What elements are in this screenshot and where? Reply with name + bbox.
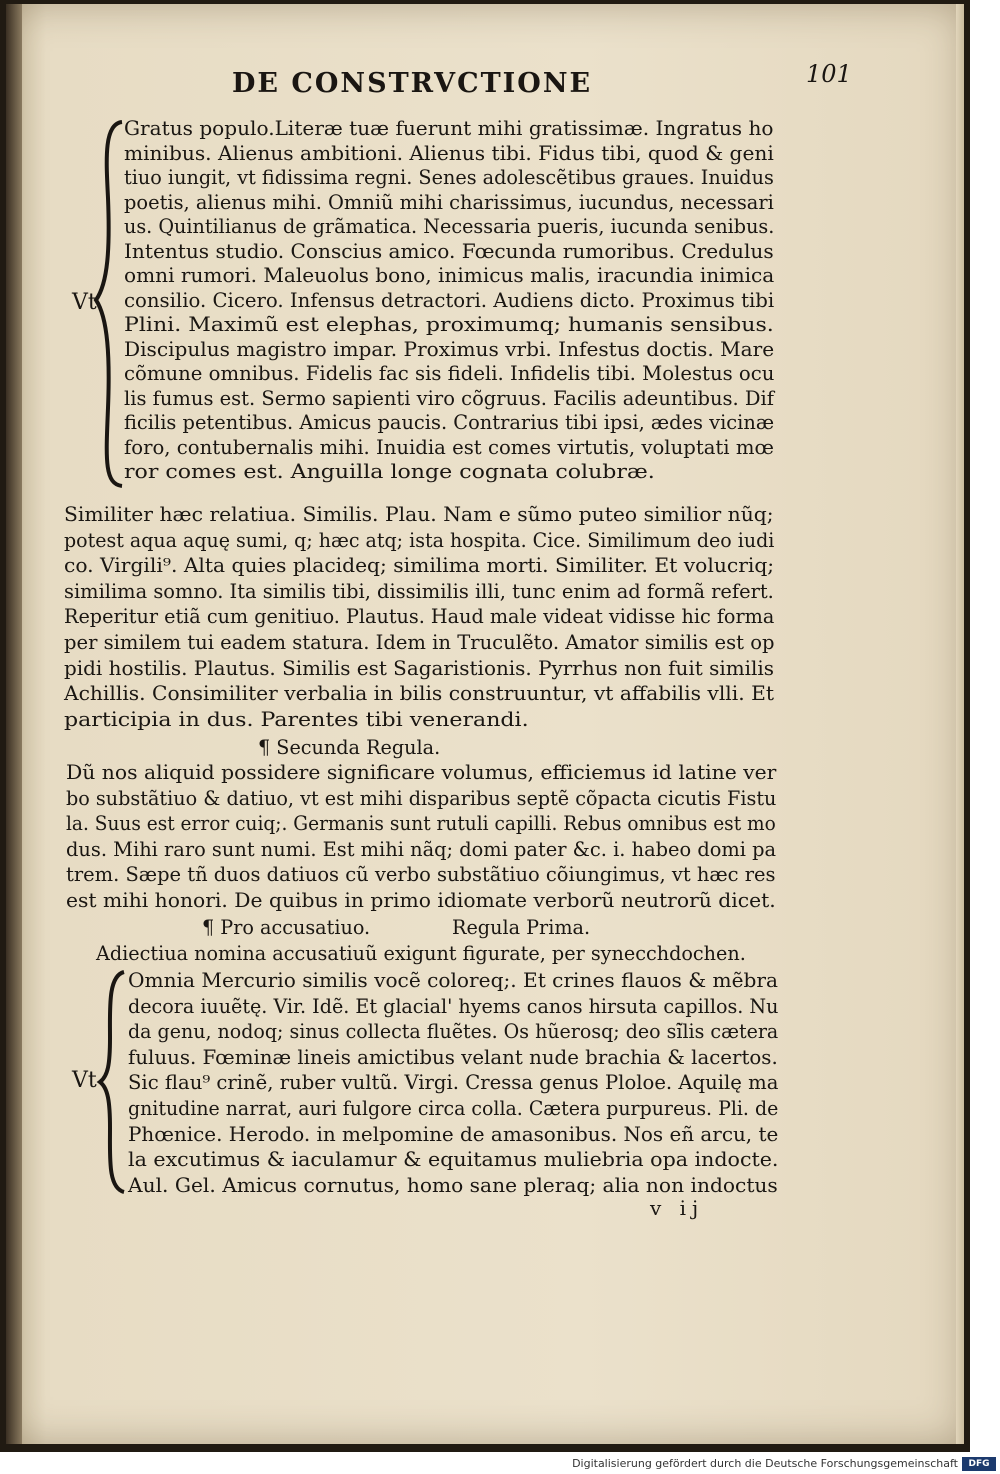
side-label-ut: Vt — [72, 290, 97, 315]
text-line: potest aqua aquę sumi, q; hæc atq; ista hospita. Cice. Similimum deo iudi — [64, 528, 775, 552]
page-edge — [956, 4, 964, 1444]
text-line: la excutimus & iaculamur & equitamus muliebria opa indocte. — [128, 1148, 779, 1172]
text-line: la. Suus est error cuiq;. Germanis sunt rutuli capilli. Rebus omnibus est mo — [66, 812, 776, 835]
text-line: da genu, nodoq; sinus collecta fluẽtes. Os hũerosq; deo si̇̃lis cætera — [128, 1020, 779, 1044]
text-line: lis fumus est. Sermo sapienti viro cõgruus. Facilis adeuntibus. Dif — [124, 386, 774, 410]
text-line: Omnia Mercurio similis vocẽ coloreq;. Et crines flauos & mẽbra — [128, 969, 779, 992]
text-line: Sic flau⁹ crinẽ, ruber vultũ. Virgi. Cressa genus Ploloe. Aquilę ma — [128, 1071, 779, 1095]
running-title: DE CONSTRVCTIONE — [232, 68, 593, 99]
text-line: ficilis petentibus. Amicus paucis. Contrarius tibi ipsi, ædes vicinæ — [124, 411, 775, 434]
text-line: tiuo iungit, vt fidissima regni. Senes adolescẽtibus graues. Inuidus — [124, 166, 774, 189]
text-line: Reperitur etiã cum genitiuo. Plautus. Haud male videat vidisse hic forma — [64, 605, 775, 629]
text-line: minibus. Alienus ambitioni. Alienus tibi. Fidus tibi, quod & geni — [124, 141, 774, 165]
text-line: ror comes est. Anguilla longe cognata colubræ. — [124, 460, 655, 483]
text-line: Achillis. Consimiliter verbalia in bilis construuntur, vt affabilis vlli. Et — [64, 682, 774, 706]
section-heading-pro-accusativo: ¶ Pro accusatiuo. — [202, 916, 371, 939]
side-label-ut: Vt — [72, 1068, 97, 1093]
text-line: Dũ nos aliquid possidere significare volumus, efficiemus id latine ver — [66, 761, 777, 784]
text-line: cõmune omnibus. Fidelis fac sis fideli. Infidelis tibi. Molestus ocu — [124, 362, 775, 385]
footer-bar — [0, 1455, 1000, 1474]
text-line: co. Virgili⁹. Alta quies placideq; similima morti. Similiter. Et volucriq; — [64, 554, 775, 578]
text-line: trem. Sæpe tñ duos datiuos cũ verbo substãtiuo cõiungimus, vt hæc res — [66, 863, 776, 886]
text-line: bo substãtiuo & datiuo, vt est mihi disparibus septẽ cõpacta cicutis Fistu — [66, 786, 777, 810]
text-line: foro, contubernalis mihi. Inuidia est comes virtutis, voluptati mœ — [124, 435, 774, 459]
text-line: dus. Mihi raro sunt numi. Est mihi nãq; domi pater &c. i. habeo domi pa — [66, 837, 777, 861]
dfg-logo: DFG — [962, 1457, 996, 1471]
text-line: consilio. Cicero. Infensus detractori. Audiens dicto. Proximus tibi — [124, 288, 775, 312]
rule-intro: Adiectiua nomina accusatiuũ exigunt figurate, per synecchdochen. — [96, 942, 746, 965]
text-line: Aul. Gel. Amicus cornutus, homo sane pleraq; alia non indoctus — [128, 1173, 778, 1197]
text-line: Discipulus magistro impar. Proximus vrbi. Infestus doctis. Mare — [124, 337, 775, 361]
section-heading-regula-prima: Regula Prima. — [452, 916, 591, 939]
text-line: Similiter hæc relatiua. Similis. Plau. Nam e sũmo puteo similior nũq; — [64, 503, 774, 526]
text-line: Plini. Maximũ est elephas, proximumq; humanis sensibus. — [124, 313, 774, 336]
text-line: Intentus studio. Conscius amico. Fœcunda rumoribus. Credulus — [124, 239, 774, 263]
text-line: est mihi honori. De quibus in primo idiomate verborũ neutrorũ dicet. — [66, 888, 776, 912]
footer-credit: Digitalisierung gefördert durch die Deutsche Forschungsgemeinschaft — [572, 1457, 958, 1470]
text-line: fuluus. Fœminæ lineis amictibus velant nude brachia & lacertos. — [128, 1045, 778, 1069]
text-line: omni rumori. Maleuolus bono, inimicus malis, iracundia inimica — [124, 264, 775, 287]
text-line: Gratus populo.Literæ tuæ fuerunt mihi gratissimæ. Ingratus ho — [124, 117, 774, 140]
text-line: gnitudine narrat, auri fulgore circa colla. Cætera purpureus. Pli. de — [128, 1097, 779, 1120]
text-line: poetis, alienus mihi. Omniũ mihi charissimus, iucundus, necessari — [124, 190, 774, 214]
text-line: per similem tui eadem statura. Idem in Truculẽto. Amator similis est op — [64, 631, 775, 654]
text-line: us. Quintilianus de grãmatica. Necessaria pueris, iucunda senibus. — [124, 215, 775, 238]
text-line: similima somno. Ita similis tibi, dissimilis illi, tunc enim ad formã refert. — [64, 579, 774, 603]
section-heading-secunda-regula: ¶ Secunda Regula. — [258, 736, 441, 759]
text-line: participia in dus. Parentes tibi venerandi. — [64, 707, 529, 731]
book-binding — [6, 4, 22, 1444]
signature-mark: v ij — [650, 1196, 705, 1220]
folio-number: 101 — [806, 60, 852, 88]
text-line: decora iuuẽtę. Vir. Idẽ. Et glacial' hyems canos hirsuta capillos. Nu — [128, 994, 779, 1018]
text-line: Phœnice. Herodo. in melpomine de amasonibus. Nos eñ arcu, te — [128, 1122, 779, 1146]
curly-brace-icon — [96, 968, 132, 1196]
text-line: pidi hostilis. Plautus. Similis est Sagaristionis. Pyrrhus non fuit similis — [64, 656, 775, 680]
